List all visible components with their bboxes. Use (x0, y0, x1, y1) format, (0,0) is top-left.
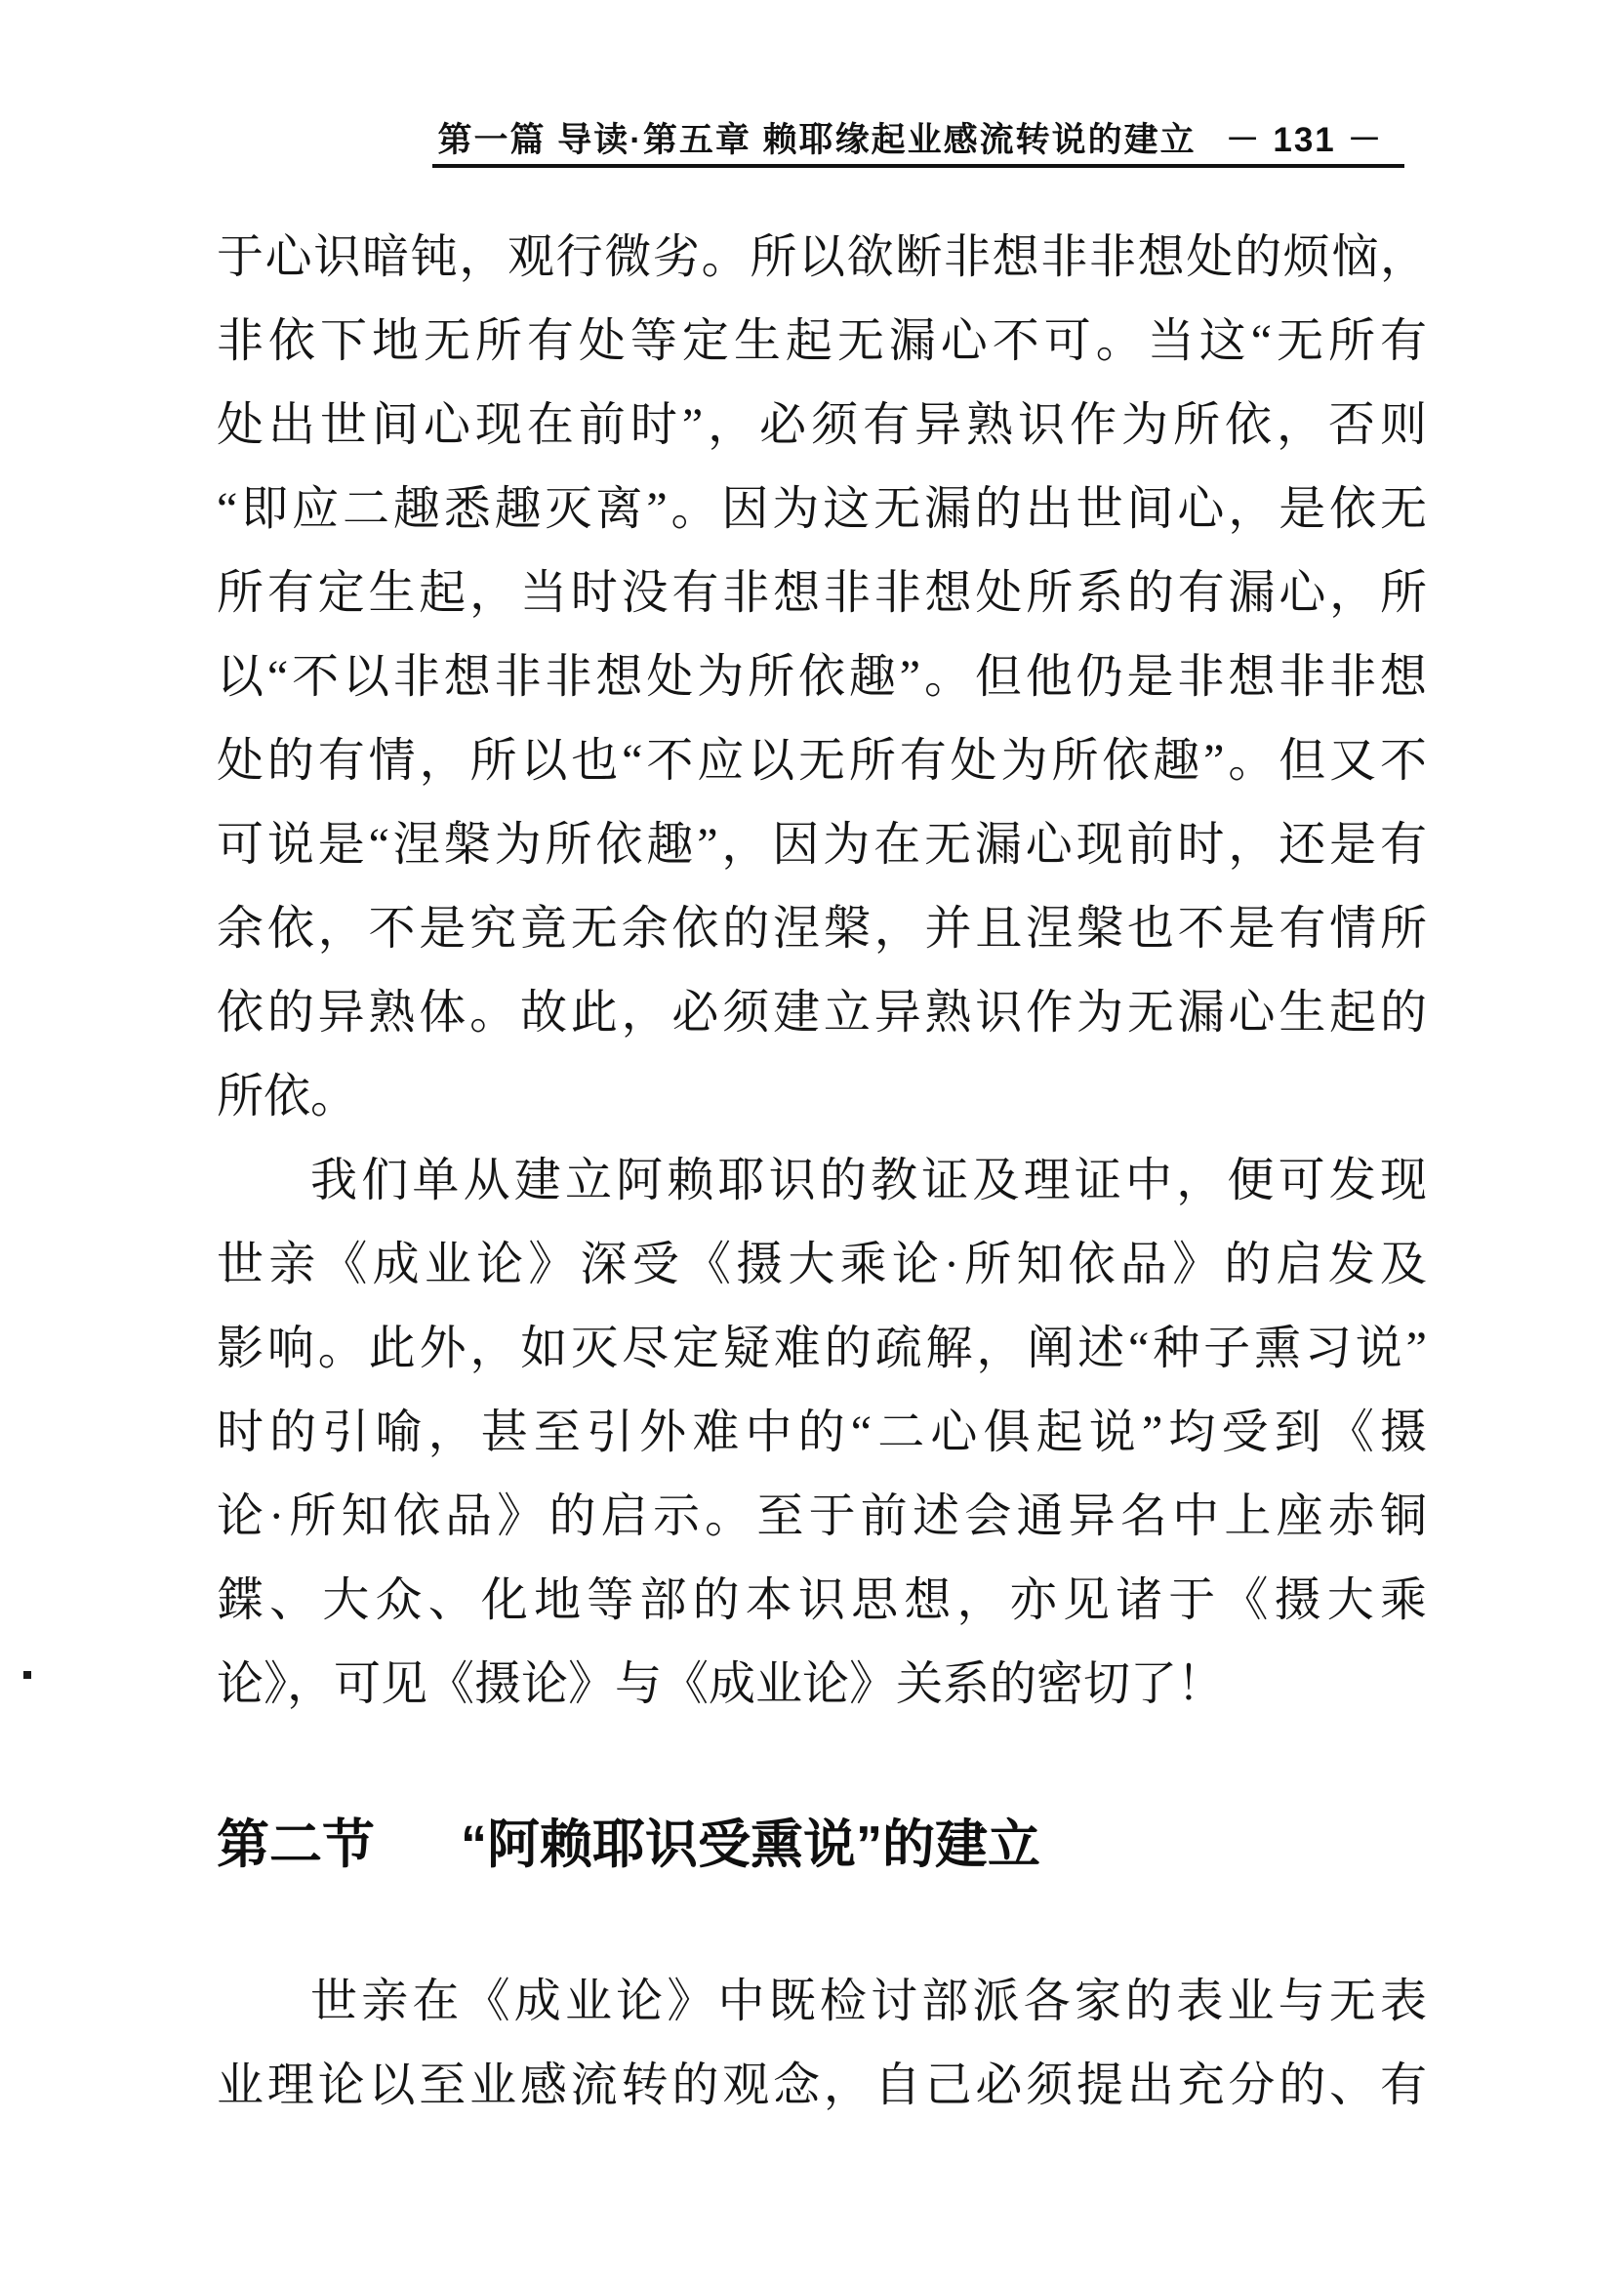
text-line: 所有定生起，当时没有非想非非想处所系的有漏心，所 (217, 567, 1427, 619)
text-line: 依的异熟体。故此，必须建立异熟识作为无漏心生起的 (217, 987, 1427, 1039)
text-line: 影响。此外，如灭尽定疑难的疏解，阐述“种子熏习说” (217, 1323, 1427, 1374)
text-line: 时的引喻，甚至引外难中的“二心俱起说”均受到《摄 (217, 1407, 1427, 1458)
text-line: 所依。 (217, 1071, 358, 1122)
paragraph (217, 1139, 1427, 1727)
running-header (417, 113, 1404, 162)
text-line: “即应二趣悉趣灭离”。因为这无漏的出世间心，是依无 (217, 483, 1427, 535)
section-number: 第二节 (217, 1815, 375, 1874)
text-line: 业理论以至业感流转的观念，自己必须提出充分的、有 (217, 2060, 1427, 2111)
scan-artifact-speck (23, 1671, 31, 1679)
header-rule (432, 164, 1404, 168)
paragraph (217, 216, 1427, 1139)
text-line: 世亲在《成业论》中既检讨部派各家的表业与无表 (310, 1976, 1427, 2027)
text-line: 于心识暗钝，观行微劣。所以欲断非想非非想处的烦恼， (217, 231, 1427, 283)
section-title: “阿赖耶识受熏说”的建立 (461, 1815, 1040, 1874)
text-line: 处出世间心现在前时”，必须有异熟识作为所依，否则 (217, 399, 1427, 451)
body-text (217, 216, 1427, 2128)
text-line: 论·所知依品》的启示。至于前述会通异名中上座赤铜 (217, 1490, 1427, 1542)
text-line: 以“不以非想非非想处为所依趣”。但他仍是非想非非想 (217, 651, 1427, 703)
text-line: 世亲《成业论》深受《摄大乘论·所知依品》的启发及 (217, 1239, 1427, 1290)
text-line: 可说是“涅槃为所依趣”，因为在无漏心现前时，还是有 (217, 819, 1427, 871)
text-line: 处的有情，所以也“不应以无所有处为所依趣”。但又不 (217, 735, 1427, 787)
text-line: 鍱、大众、化地等部的本识思想，亦见诸于《摄大乘 (217, 1574, 1427, 1626)
text-line: 我们单从建立阿赖耶识的教证及理证中，便可发现 (310, 1155, 1427, 1206)
section-heading (217, 1803, 1427, 1887)
text-line: 论》，可见《摄论》与《成业论》关系的密切了！ (217, 1658, 1225, 1710)
running-header-title: 第一篇 导读·第五章 赖耶缘起业感流转说的建立 (437, 121, 1197, 159)
running-header-page-number: － 131 － (1225, 121, 1384, 159)
paragraph (217, 1960, 1427, 2128)
text-line: 余依，不是究竟无余依的涅槃，并且涅槃也不是有情所 (217, 903, 1427, 955)
text-line: 非依下地无所有处等定生起无漏心不可。当这“无所有 (217, 315, 1427, 367)
